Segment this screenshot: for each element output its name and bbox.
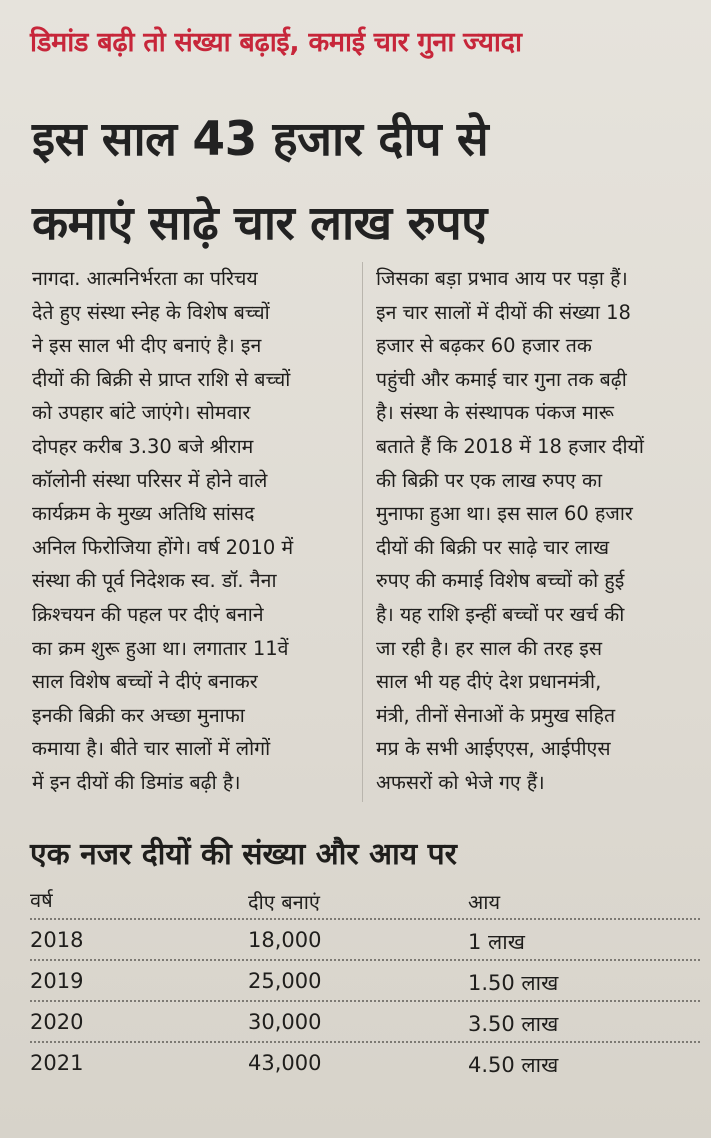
headline-line-2: कमाएं साढ़े चार लाख रुपए — [32, 196, 487, 251]
article-line: देते हुए संस्था स्नेह के विशेष बच्चों — [32, 300, 270, 324]
column-divider — [362, 262, 363, 802]
article-line: कार्यक्रम के मुख्य अतिथि सांसद — [32, 502, 255, 526]
cell-income: 1.50 लाख — [468, 971, 559, 995]
header-income: आय — [468, 890, 501, 914]
header-year: वर्ष — [30, 888, 53, 912]
table-row — [30, 961, 700, 1002]
article-line: को उपहार बांटे जाएंगे। सोमवार — [32, 401, 251, 425]
article-line: दोपहर करीब 3.30 बजे श्रीराम — [32, 434, 254, 458]
article-line: क्रिश्चयन की पहल पर दीएं बनाने — [32, 602, 264, 626]
header-diyas-made: दीए बनाएं — [248, 890, 320, 914]
article-line: पहुंची और कमाई चार गुना तक बढ़ी — [376, 367, 627, 391]
table-row — [30, 1043, 700, 1082]
table-row — [30, 920, 700, 961]
cell-diyas: 30,000 — [248, 1010, 322, 1034]
article-line: की बिक्री पर एक लाख रुपए का — [376, 468, 603, 492]
cell-income: 3.50 लाख — [468, 1012, 559, 1036]
article-line: कॉलोनी संस्था परिसर में होने वाले — [32, 468, 268, 492]
article-line: अनिल फिरोजिया होंगे। वर्ष 2010 में — [32, 535, 294, 559]
article-line: जिसका बड़ा प्रभाव आय पर पड़ा हैं। — [376, 267, 628, 290]
article-line: दीयों की बिक्री पर साढ़े चार लाख — [376, 535, 610, 559]
article-line: अफसरों को भेजे गए हैं। — [376, 770, 545, 794]
article-line: मुनाफा हुआ था। इस साल 60 हजार — [376, 502, 633, 526]
cell-income: 4.50 लाख — [468, 1053, 559, 1077]
main-headline — [32, 98, 692, 266]
article-line: है। संस्था के संस्थापक पंकज मारू — [376, 401, 614, 425]
article-line: ने इस साल भी दीए बनाएं है। इन — [32, 334, 262, 358]
article-column-right — [376, 262, 694, 800]
kicker-headline: डिमांड बढ़ी तो संख्या बढ़ाई, कमाई चार गुना ज्यादा — [30, 27, 522, 58]
article-line: इन चार सालों में दीयों की संख्या 18 — [376, 300, 631, 324]
table-title: एक नजर दीयों की संख्या और आय पर — [30, 837, 457, 872]
article-line: रुपए की कमाई विशेष बच्चों को हुई — [376, 569, 625, 593]
article-column-left — [32, 262, 350, 800]
cell-diyas: 25,000 — [248, 969, 322, 993]
article-line: दीयों की बिक्री से प्राप्त राशि से बच्चों — [32, 367, 291, 391]
headline-line-1: इस साल 43 हजार दीप से — [32, 112, 489, 167]
article-line: कमाया है। बीते चार सालों में लोगों — [32, 737, 271, 761]
article-line: में इन दीयों की डिमांड बढ़ी है। — [32, 770, 241, 794]
article-line: है। यह राशि इन्हीं बच्चों पर खर्च की — [376, 602, 625, 626]
article-line: मंत्री, तीनों सेनाओं के प्रमुख सहित — [376, 703, 616, 727]
article-line: नागदा. आत्मनिर्भरता का परिचय — [32, 267, 258, 290]
table-header-row — [30, 880, 700, 920]
article-line: साल भी यह दीएं देश प्रधानमंत्री, — [376, 670, 602, 694]
article-line: साल विशेष बच्चों ने दीएं बनाकर — [32, 670, 258, 694]
article-line: मप्र के सभी आईएएस, आईपीएस — [376, 737, 611, 761]
article-line: का क्रम शुरू हुआ था। लगातार 11वें — [32, 636, 289, 660]
article-line: बताते हैं कि 2018 में 18 हजार दीयों — [376, 434, 644, 458]
cell-year: 2019 — [30, 969, 84, 993]
cell-diyas: 43,000 — [248, 1051, 322, 1075]
cell-income: 1 लाख — [468, 930, 525, 954]
article-line: इनकी बिक्री कर अच्छा मुनाफा — [32, 703, 245, 727]
article-line: हजार से बढ़कर 60 हजार तक — [376, 334, 592, 358]
cell-year: 2021 — [30, 1051, 84, 1075]
article-line: जा रही है। हर साल की तरह इस — [376, 636, 603, 660]
table-row — [30, 1002, 700, 1043]
cell-year: 2018 — [30, 928, 84, 952]
data-table — [30, 880, 700, 1082]
article-line: संस्था की पूर्व निदेशक स्व. डॉ. नैना — [32, 569, 277, 593]
cell-diyas: 18,000 — [248, 928, 322, 952]
cell-year: 2020 — [30, 1010, 84, 1034]
